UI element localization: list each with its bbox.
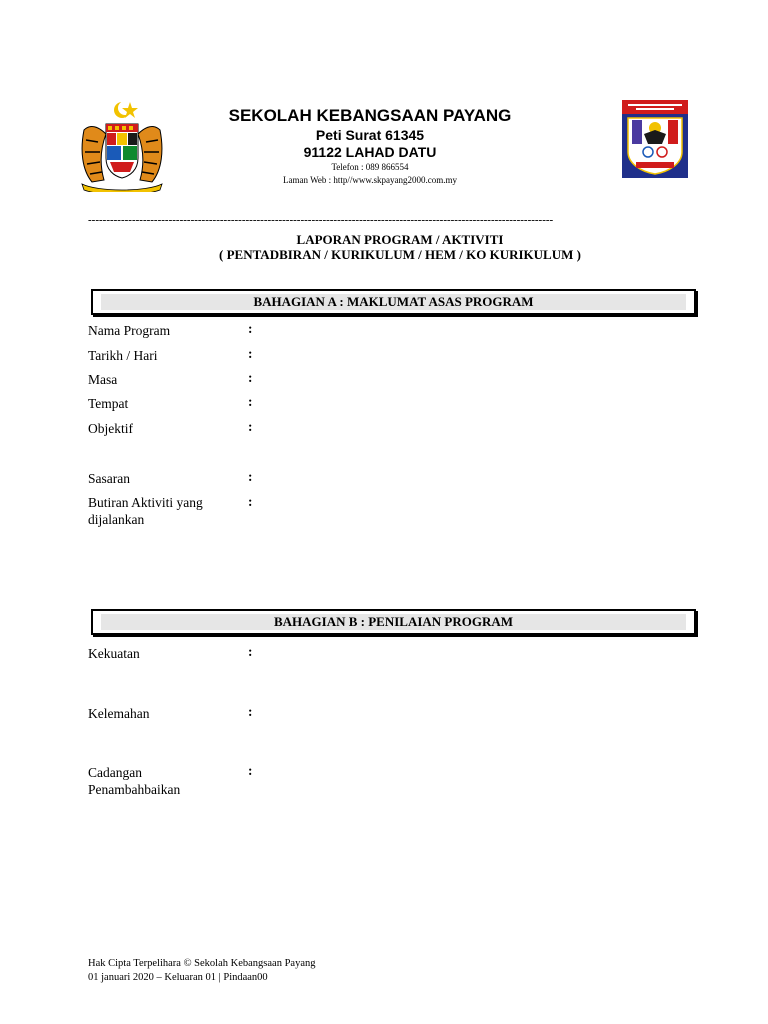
field-label-kekuatan: Kekuatan <box>88 646 140 661</box>
field-colon: : <box>248 394 253 409</box>
coat-of-arms-logo <box>78 100 166 192</box>
section-b-header <box>91 609 696 635</box>
divider-line: ------------------------------------------------------------------------------------------------------------------------------- <box>88 214 554 226</box>
field-label-butiran-aktiviti: Butiran Aktiviti yang <box>88 495 203 510</box>
field-label-kelemahan: Kelemahan <box>88 706 150 721</box>
postcode-city: 91122 LAHAD DATU <box>303 144 437 160</box>
field-colon: : <box>248 419 253 434</box>
report-title: LAPORAN PROGRAM / AKTIVITI <box>296 232 504 247</box>
field-colon: : <box>248 346 253 361</box>
field-label-cadangan-line2: Penambahbaikan <box>88 782 181 797</box>
section-b-heading: BAHAGIAN B : PENILAIAN PROGRAM <box>101 614 686 630</box>
field-label-tarikh-hari: Tarikh / Hari <box>88 348 158 363</box>
footer-copyright: Hak Cipta Terpelihara © Sekolah Kebangsaan Payang <box>88 958 316 969</box>
field-colon: : <box>248 763 253 778</box>
field-label-objektif: Objektif <box>88 421 133 436</box>
phone-number: Telefon : 089 866554 <box>331 162 409 172</box>
district-crest-logo <box>622 100 688 178</box>
field-label-butiran-aktiviti-line2: dijalankan <box>88 512 145 527</box>
field-label-masa: Masa <box>88 372 118 387</box>
field-colon: : <box>248 704 253 719</box>
field-colon: : <box>248 370 253 385</box>
field-label-cadangan: Cadangan <box>88 765 142 780</box>
po-box: Peti Surat 61345 <box>315 127 425 143</box>
field-label-nama-program: Nama Program <box>88 323 171 338</box>
field-colon: : <box>248 469 253 484</box>
website-url: Laman Web : http//www.skpayang2000.com.my <box>283 175 457 185</box>
field-label-sasaran: Sasaran <box>88 471 130 486</box>
field-colon: : <box>248 321 253 336</box>
report-subtitle: ( PENTADBIRAN / KURIKULUM / HEM / KO KURIKULUM ) <box>219 247 581 262</box>
section-a-header <box>91 289 696 315</box>
section-a-heading: BAHAGIAN A : MAKLUMAT ASAS PROGRAM <box>101 294 686 310</box>
field-colon: : <box>248 494 253 509</box>
field-colon: : <box>248 644 253 659</box>
field-label-tempat: Tempat <box>88 396 129 411</box>
footer-revision: 01 januari 2020 – Keluaran 01 | Pindaan00 <box>88 972 268 983</box>
school-name: SEKOLAH KEBANGSAAN PAYANG <box>228 106 512 125</box>
